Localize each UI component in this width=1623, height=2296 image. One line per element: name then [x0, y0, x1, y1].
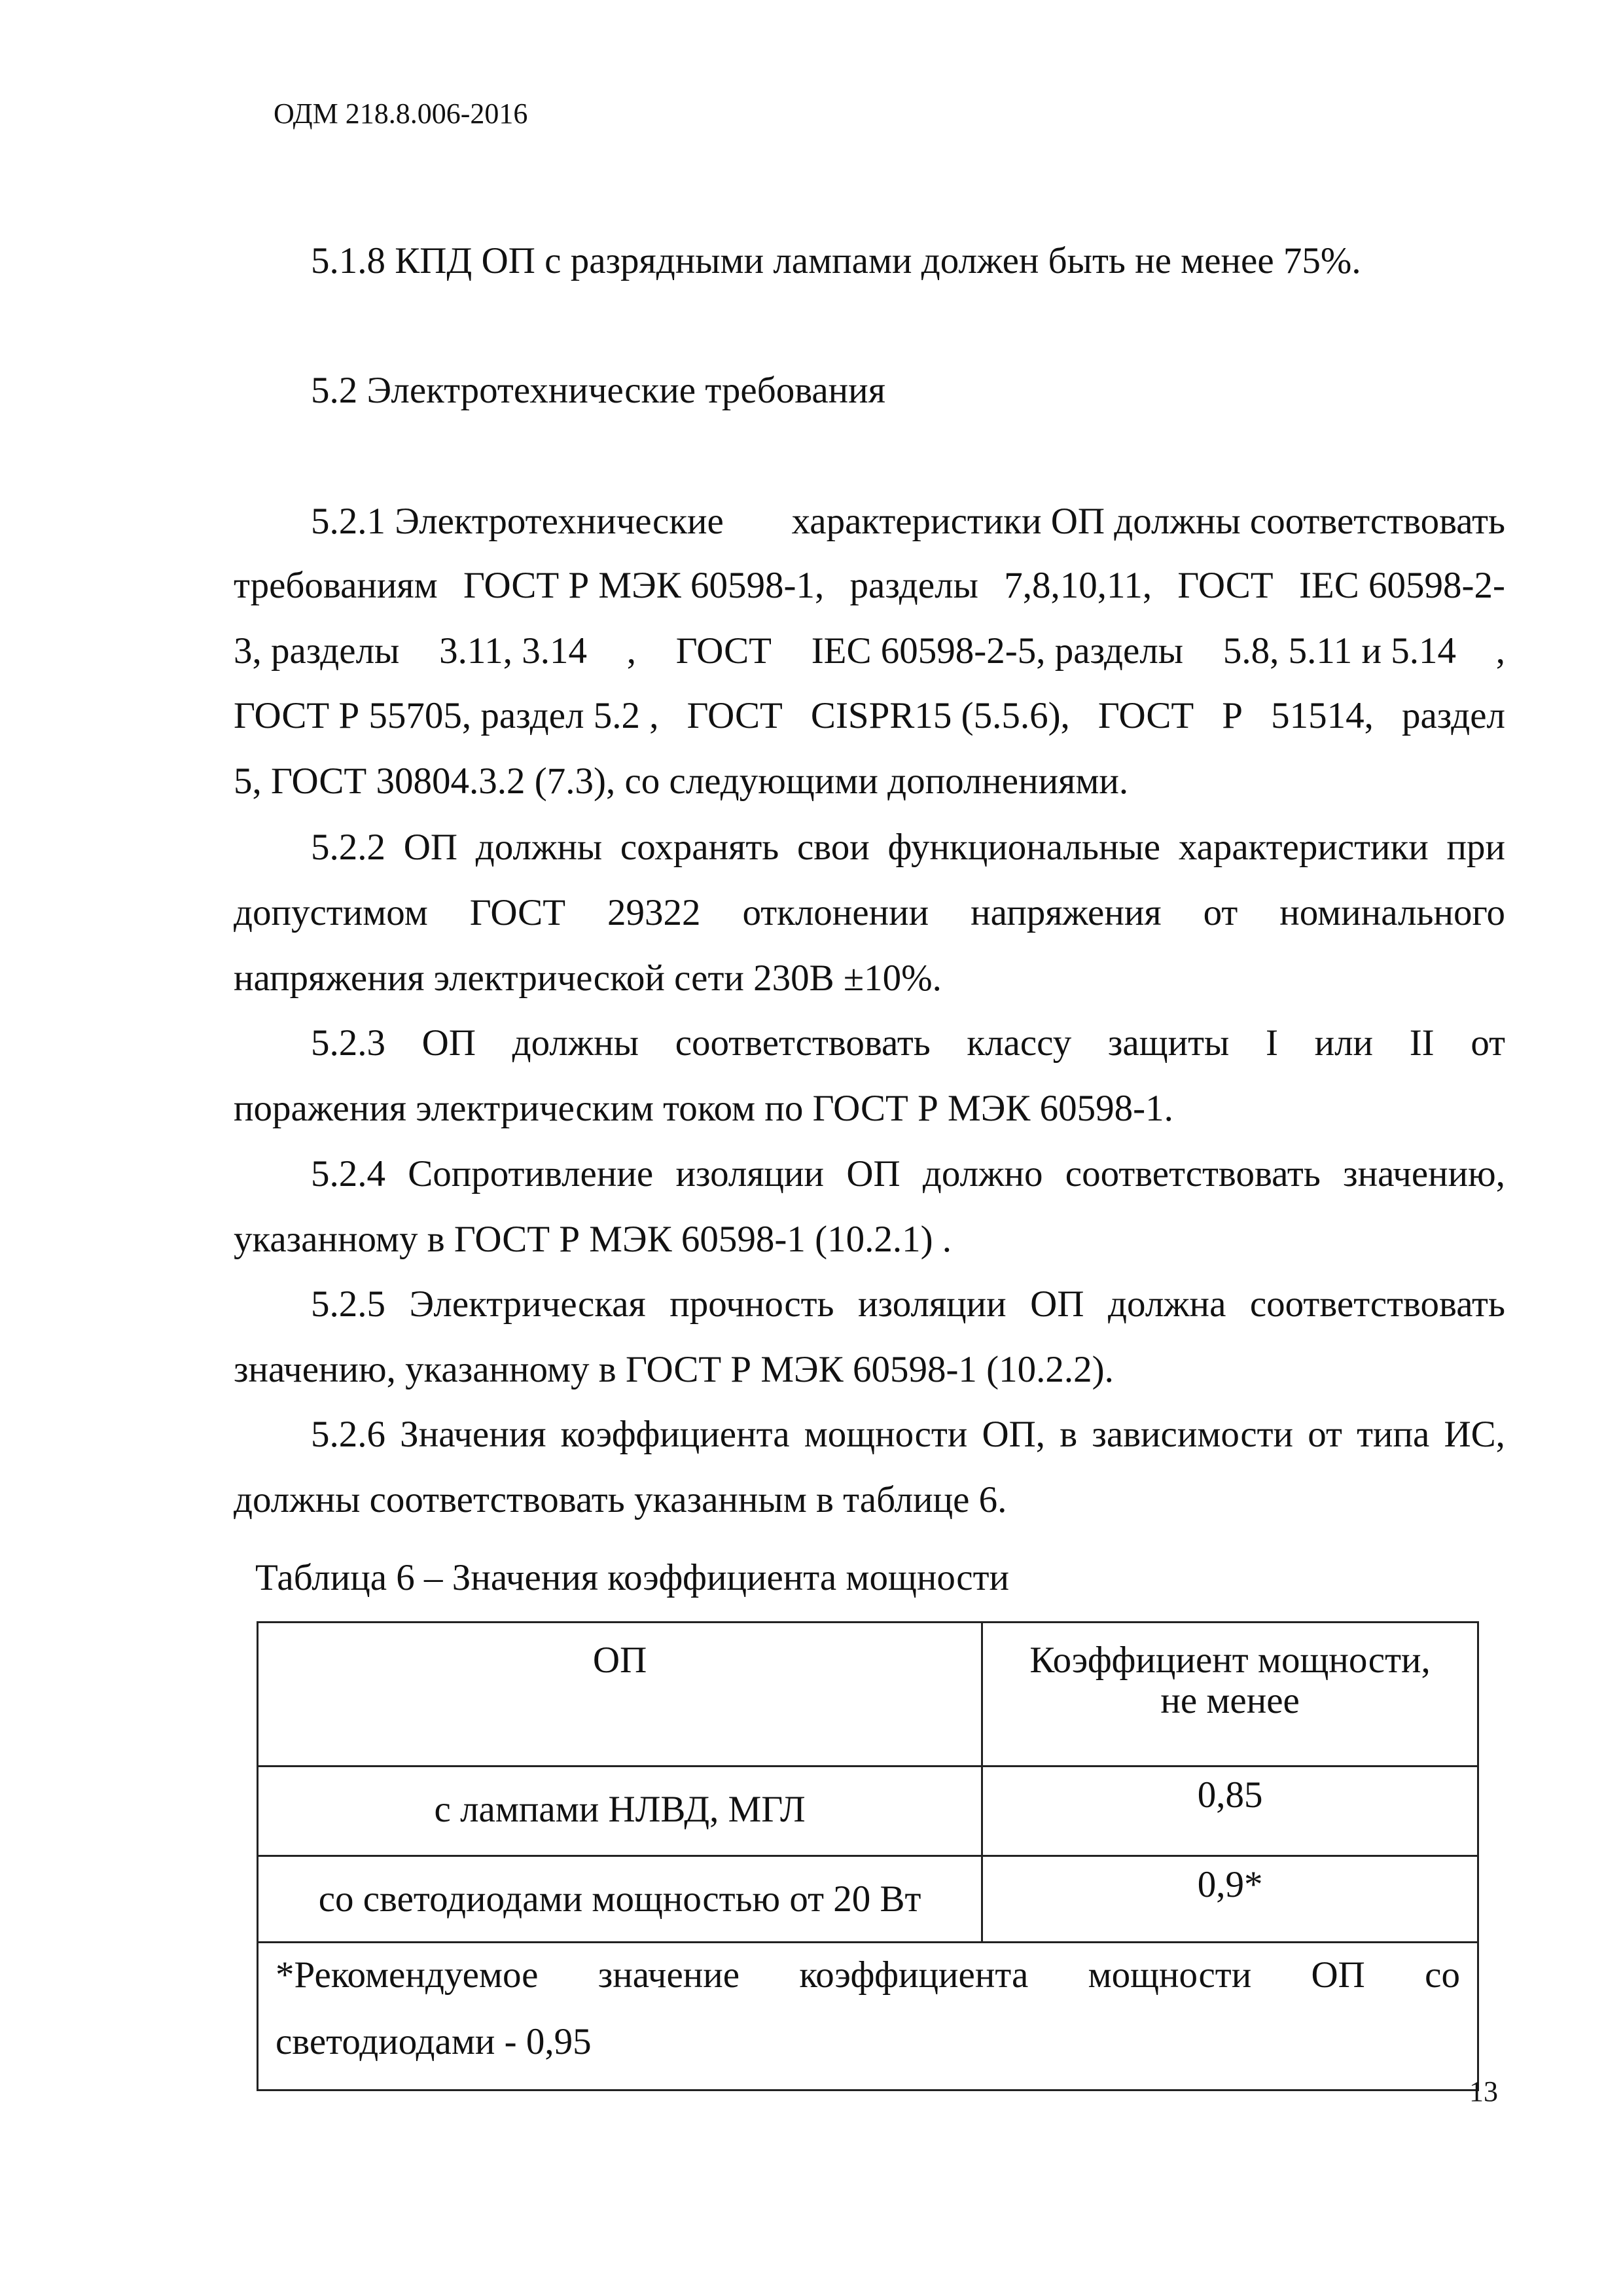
section-5-2-1-line-5: 5, ГОСТ 30804.3.2 (7.3), со следующими дополнениями.	[234, 761, 1129, 802]
document-code: ОДМ 218.8.006-2016	[274, 98, 528, 130]
section-5-2-6-line-1: 5.2.6 Значения коэффициента мощности ОП, в зависимости от типа ИС,	[311, 1414, 1505, 1455]
header-cell-op: ОП	[258, 1623, 982, 1767]
row-name-cell: с лампами НЛВД, МГЛ	[258, 1767, 982, 1856]
section-5-2-3-line-2: поражения электрическим током по ГОСТ Р МЭК 60598-1.	[234, 1088, 1173, 1129]
section-5-2-1-line-2: требованиям ГОСТ Р МЭК 60598-1, разделы 7,8,10,11, ГОСТ IEC 60598-2-	[234, 565, 1505, 606]
section-5-1-8: 5.1.8 КПД ОП с разрядными лампами должен быть не менее 75%.	[311, 240, 1361, 281]
row-value-cell: 0,85	[982, 1767, 1478, 1856]
table-note-line-2: светодиодами - 0,95	[276, 2021, 592, 2062]
section-5-2-4-line-1: 5.2.4 Сопротивление изоляции ОП должно соответствовать значению,	[311, 1153, 1505, 1194]
header-cell-coefficient	[982, 1623, 1478, 1767]
section-5-2-5-line-2: значению, указанному в ГОСТ Р МЭК 60598-1 (10.2.2).	[234, 1349, 1114, 1390]
table-note-cell	[258, 1943, 1478, 2090]
section-5-2-4-line-2: указанному в ГОСТ Р МЭК 60598-1 (10.2.1) .	[234, 1219, 952, 1260]
section-5-2-1-line-1: 5.2.1 Электротехнические характеристики ОП должны соответствовать	[311, 501, 1505, 542]
page-number: 13	[1469, 2075, 1498, 2108]
table-caption: Таблица 6 – Значения коэффициента мощности	[255, 1557, 1010, 1598]
row-value-cell: 0,9*	[982, 1856, 1478, 1943]
section-5-2-1-line-3: 3, разделы 3.11, 3.14 , ГОСТ IEC 60598-2-5, разделы 5.8, 5.11 и 5.14 ,	[234, 630, 1505, 672]
section-5-2-2-line-1: 5.2.2 ОП должны сохранять свои функциональные характеристики при	[311, 827, 1505, 868]
section-5-2-5-line-1: 5.2.5 Электрическая прочность изоляции ОП должна соответствовать	[311, 1283, 1505, 1325]
section-5-2-2-line-3: напряжения электрической сети 230В ±10%.	[234, 958, 942, 999]
section-5-2-title: 5.2 Электротехнические требования	[311, 370, 885, 411]
table-header-row	[258, 1623, 1478, 1767]
section-5-2-2-line-2: допустимом ГОСТ 29322 отклонении напряжения от номинального	[234, 892, 1505, 933]
table-note-line-1: *Рекомендуемое значение коэффициента мощности ОП со	[276, 1954, 1460, 1996]
section-5-2-1-line-4: ГОСТ Р 55705, раздел 5.2 , ГОСТ CISPR15 (5.5.6), ГОСТ Р 51514, раздел	[234, 695, 1505, 736]
table-note-row	[258, 1943, 1478, 2090]
section-5-2-6-line-2: должны соответствовать указанным в таблице 6.	[234, 1479, 1007, 1520]
row-name-cell: со светодиодами мощностью от 20 Вт	[258, 1856, 982, 1943]
header-coefficient-line-1: Коэффициент мощности,	[1029, 1640, 1431, 1681]
header-coefficient-line-2: не менее	[1160, 1680, 1300, 1721]
table-6	[257, 1621, 1479, 2091]
table-row	[258, 1767, 1478, 1856]
section-5-2-3-line-1: 5.2.3 ОП должны соответствовать классу защиты I или II от	[311, 1022, 1505, 1064]
table-row	[258, 1856, 1478, 1943]
